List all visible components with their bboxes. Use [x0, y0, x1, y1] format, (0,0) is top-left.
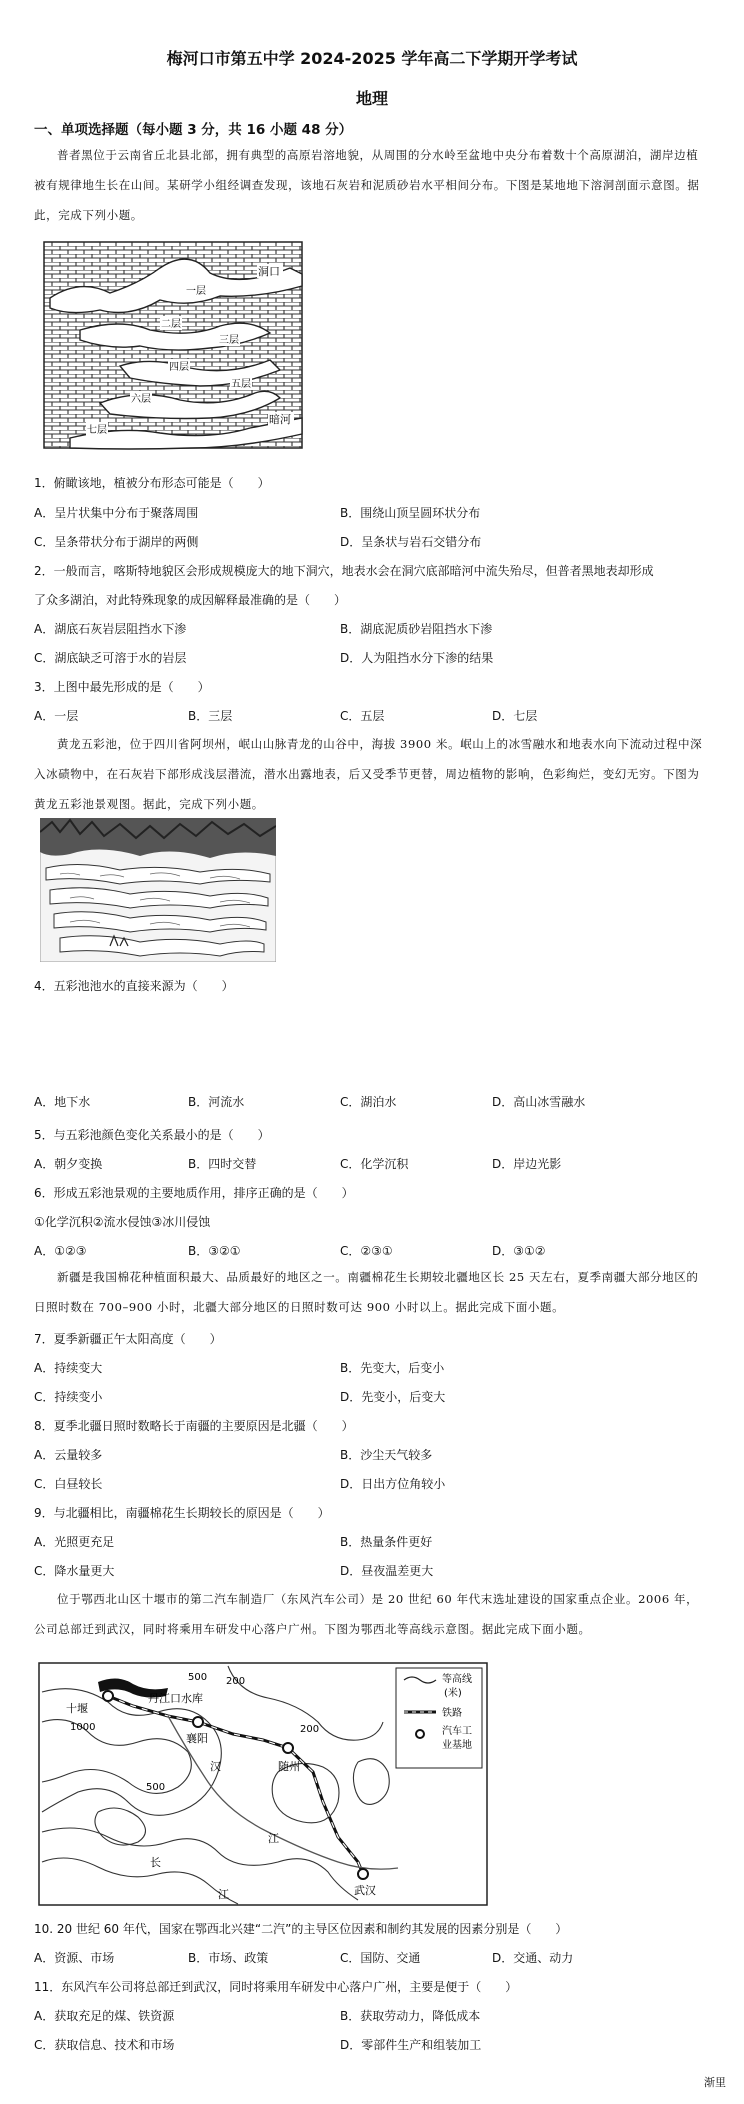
- q2-option-c[interactable]: C．湖底缺乏可溶于水的岩层: [34, 651, 187, 665]
- q9-option-c[interactable]: C．降水量更大: [34, 1564, 115, 1578]
- huanglong-pools-figure: [40, 818, 276, 962]
- passage-2: 黄龙五彩池，位于四川省阿坝州，岷山山脉青龙的山谷中，海拔 3900 米。岷山上的冰雪融水和地表水向下流动过程中深入冰碛物中，在石灰岩下部形成浅层潜流，潜水出露地表，后又受季节更替，周边植物的影响，色彩绚烂，变幻无穷。下图为黄龙五彩池景观图。据此，完成下列小题。: [34, 737, 703, 811]
- place-wuhan: 武汉: [354, 1884, 376, 1897]
- q2-option-d[interactable]: D．人为阻挡水分下渗的结果: [340, 651, 494, 665]
- question-11-stem: 11．东风汽车公司将总部迁到武汉，同时将乘用车研发中心落户广州，主要是便于（ ）: [34, 1980, 518, 1994]
- q3-option-a[interactable]: A．一层: [34, 709, 79, 723]
- exam-title: 梅河口市第五中学 2024-2025 学年高二下学期开学考试: [166, 49, 578, 68]
- legend-contour-label: 等高线: [442, 1674, 472, 1685]
- legend-auto-base-label-1: 汽车工: [442, 1726, 472, 1737]
- q3-option-d[interactable]: D．七层: [492, 709, 538, 723]
- question-10-stem: 10. 20 世纪 60 年代，国家在鄂西北兴建“二汽”的主导区位因素和制约其发展的因素分别是（ ）: [34, 1922, 568, 1936]
- question-9-stem: 9．与北疆相比，南疆棉花生长期较长的原因是（ ）: [34, 1506, 330, 1520]
- question-4-stem: 4．五彩池池水的直接来源为（ ）: [34, 979, 234, 993]
- passage-1: 普者黑位于云南省丘北县北部，拥有典型的高原岩溶地貌，从周围的分水岭至盆地中央分布着数十个高原湖泊，湖岸边植被有规律地生长在山间。某研学小组经调查发现，该地石灰岩和泥质砂岩水平相间分布。下图是某地地下溶洞剖面示意图。据此，完成下列小题。: [34, 148, 700, 222]
- label-layer-6: 六层: [131, 394, 151, 405]
- q10-option-c[interactable]: C．国防、交通: [340, 1951, 421, 1965]
- question-1-stem: 1．俯瞰该地，植被分布形态可能是（ ）: [34, 476, 270, 490]
- question-8-stem: 8．夏季北疆日照时数略长于南疆的主要原因是北疆（ ）: [34, 1419, 354, 1433]
- label-layer-2: 二层: [161, 319, 181, 330]
- river-label-han: 汉: [210, 1760, 221, 1773]
- q2-option-a[interactable]: A．湖底石灰岩层阻挡水下渗: [34, 622, 187, 636]
- q10-option-b[interactable]: B．市场、政策: [188, 1951, 269, 1965]
- q5-option-c[interactable]: C．化学沉积: [340, 1157, 409, 1171]
- q4-option-b[interactable]: B．河流水: [188, 1095, 245, 1109]
- place-suizhou: 随州: [278, 1760, 300, 1773]
- q7-option-c[interactable]: C．持续变小: [34, 1390, 103, 1404]
- q1-option-a[interactable]: A．呈片状集中分布于聚落周围: [34, 506, 199, 520]
- q8-option-a[interactable]: A．云量较多: [34, 1448, 103, 1462]
- q7-option-d[interactable]: D．先变小，后变大: [340, 1390, 446, 1404]
- map-legend: [396, 1668, 482, 1768]
- passage-4: 位于鄂西北山区十堰市的第二汽车制造厂（东风汽车公司）是 20 世纪 60 年代末选址建设的国家重点企业。2006 年，公司总部迁到武汉，同时将乘用车研发中心落户广州。下图为鄂西北等高线示意图。据此完成下面小题。: [34, 1592, 699, 1636]
- q10-option-d[interactable]: D．交通、动力: [492, 1951, 574, 1965]
- river-label-jiang-2: 江: [218, 1888, 229, 1901]
- q1-option-b[interactable]: B．围绕山顶呈圆环状分布: [340, 506, 481, 520]
- section-heading: 一、单项选择题（每小题 3 分，共 16 小题 48 分）: [34, 122, 353, 138]
- legend-contour-unit: (米): [444, 1688, 462, 1699]
- q7-option-b[interactable]: B．先变大，后变小: [340, 1361, 445, 1375]
- q10-option-a[interactable]: A．资源、市场: [34, 1951, 115, 1965]
- label-layer-4: 四层: [169, 362, 189, 373]
- q8-option-b[interactable]: B．沙尘天气较多: [340, 1448, 433, 1462]
- q5-option-d[interactable]: D．岸边光影: [492, 1157, 562, 1171]
- label-layer-7: 七层: [87, 425, 107, 436]
- q4-option-c[interactable]: C．湖泊水: [340, 1095, 397, 1109]
- river-label-chang: 长: [150, 1856, 161, 1869]
- place-shiyan: 十堰: [66, 1702, 88, 1715]
- q9-option-d[interactable]: D．昼夜温差更大: [340, 1564, 434, 1578]
- legend-railway-label: 铁路: [442, 1708, 462, 1719]
- place-xiangyang: 襄阳: [186, 1732, 208, 1745]
- q11-option-b[interactable]: B．获取劳动力，降低成本: [340, 2009, 481, 2023]
- q3-option-b[interactable]: B．三层: [188, 709, 233, 723]
- question-6-items: ①化学沉积②流水侵蚀③冰川侵蚀: [34, 1215, 211, 1229]
- label-layer-5: 五层: [231, 379, 251, 390]
- cave-section-figure: [40, 238, 310, 458]
- footer-corner-text: 渐里: [704, 2076, 726, 2089]
- q7-option-a[interactable]: A．持续变大: [34, 1361, 103, 1375]
- q6-option-d[interactable]: D．③①②: [492, 1244, 546, 1258]
- q5-option-b[interactable]: B．四时交替: [188, 1157, 257, 1171]
- question-2-stem-line1: 2．一般而言，喀斯特地貌区会形成规模庞大的地下洞穴，地表水会在洞穴底部暗河中流失殆尽，但普者黑地表却形成: [34, 564, 654, 578]
- q9-option-a[interactable]: A．光照更充足: [34, 1535, 115, 1549]
- river-label-jiang-1: 江: [268, 1832, 279, 1845]
- q11-option-d[interactable]: D．零部件生产和组装加工: [340, 2038, 482, 2052]
- question-5-stem: 5．与五彩池颜色变化关系最小的是（ ）: [34, 1128, 270, 1142]
- contour-label-200-north: 200: [226, 1676, 246, 1687]
- q4-option-d[interactable]: D．高山冰雪融水: [492, 1095, 586, 1109]
- label-underground-river: 暗河: [269, 413, 291, 426]
- question-6-stem: 6．形成五彩池景观的主要地质作用，排序正确的是（ ）: [34, 1186, 354, 1200]
- q1-option-d[interactable]: D．呈条状与岩石交错分布: [340, 535, 482, 549]
- q2-option-b[interactable]: B．湖底泥质砂岩阻挡水下渗: [340, 622, 493, 636]
- label-layer-1: 一层: [186, 286, 206, 297]
- q6-option-b[interactable]: B．③②①: [188, 1244, 241, 1258]
- contour-label-500-south: 500: [146, 1782, 166, 1793]
- label-layer-3: 三层: [219, 335, 239, 346]
- q5-option-a[interactable]: A．朝夕变换: [34, 1157, 103, 1171]
- q4-option-a[interactable]: A．地下水: [34, 1095, 91, 1109]
- q1-option-c[interactable]: C．呈条带状分布于湖岸的两侧: [34, 535, 199, 549]
- exam-subject: 地理: [355, 89, 388, 108]
- question-3-stem: 3．上图中最先形成的是（ ）: [34, 680, 210, 694]
- q11-option-c[interactable]: C．获取信息、技术和市场: [34, 2038, 175, 2052]
- q9-option-b[interactable]: B．热量条件更好: [340, 1535, 433, 1549]
- hubei-contour-map: [38, 1662, 488, 1906]
- q6-option-c[interactable]: C．②③①: [340, 1244, 393, 1258]
- label-cave-mouth: 洞口: [258, 265, 280, 278]
- contour-label-500-north: 500: [188, 1672, 208, 1683]
- passage-3: 新疆是我国棉花种植面积最大、品质最好的地区之一。南疆棉花生长期较北疆地区长 25 天左右，夏季南疆大部分地区的日照时数在 700–900 小时，北疆大部分地区的日照时数可达 900 小时以上。据此完成下面小题。: [34, 1270, 699, 1314]
- place-danjiangkou-reservoir: 丹江口水库: [148, 1692, 203, 1705]
- q6-option-a[interactable]: A．①②③: [34, 1244, 87, 1258]
- q3-option-c[interactable]: C．五层: [340, 709, 385, 723]
- question-7-stem: 7．夏季新疆正午太阳高度（ ）: [34, 1332, 222, 1346]
- contour-label-200-east: 200: [300, 1724, 320, 1735]
- q8-option-c[interactable]: C．白昼较长: [34, 1477, 103, 1491]
- contour-label-1000: 1000: [70, 1722, 96, 1733]
- legend-auto-base-label-2: 业基地: [442, 1740, 472, 1751]
- question-2-stem-line2: 了众多湖泊，对此特殊现象的成因解释最准确的是（ ）: [34, 593, 347, 607]
- q8-option-d[interactable]: D．日出方位角较小: [340, 1477, 446, 1491]
- q11-option-a[interactable]: A．获取充足的煤、铁资源: [34, 2009, 175, 2023]
